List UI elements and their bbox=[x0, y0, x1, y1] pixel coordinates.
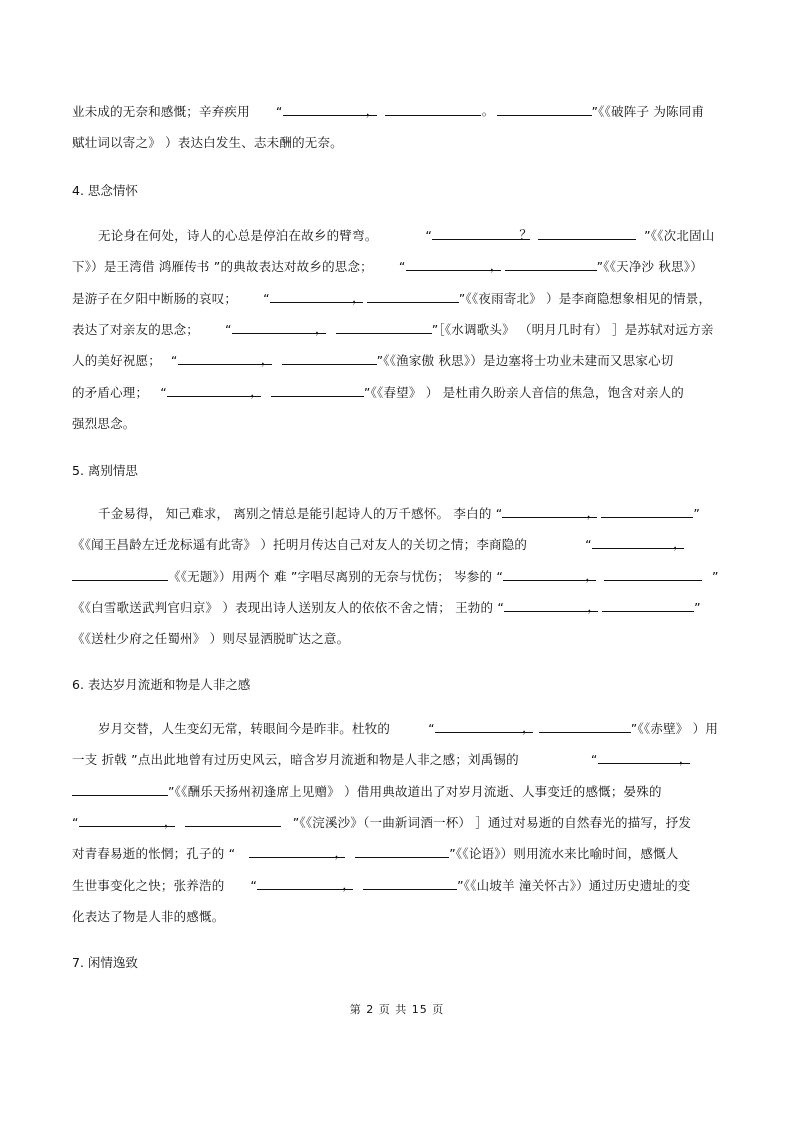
s4-line-7: 强烈思念。 bbox=[72, 416, 136, 431]
text: ”《《渔家傲 秋思》）是边塞将士功业未建而又思家心切 bbox=[376, 353, 674, 368]
s6-line-4 bbox=[72, 814, 691, 832]
fill-blank[interactable] bbox=[72, 783, 168, 796]
text: ”《《赤壁》 ）用 bbox=[630, 721, 719, 736]
blank-mark: ， bbox=[365, 103, 379, 118]
section-7-title: 7. 闲情逸致 bbox=[72, 955, 138, 970]
text: 对青春易逝的怅惘；孔子的 “ bbox=[72, 846, 236, 861]
text: ”《《酬乐天扬州初逢席上见赠》 ）借用典故道出了对岁月流逝、人事变迁的感慨；晏殊的 bbox=[168, 784, 662, 799]
fill-blank[interactable] bbox=[185, 814, 281, 827]
text: 岁月交替，人生变幻无常，转眼间今是昨非。杜牧的 bbox=[98, 721, 391, 736]
s6-line-5 bbox=[72, 845, 678, 863]
quote-open: “ bbox=[275, 104, 283, 119]
text: 表达了对亲友的思念； bbox=[72, 322, 200, 337]
fill-blank[interactable] bbox=[167, 384, 261, 397]
text: 人的美好祝愿； bbox=[72, 353, 161, 368]
text: ” bbox=[712, 569, 719, 584]
text: 生世事变化之快；张养浩的 bbox=[72, 878, 225, 893]
fill-blank[interactable] bbox=[178, 352, 272, 365]
text: 无论身在何处，诗人的心总是停泊在故乡的臂弯。 bbox=[98, 228, 378, 243]
fill-blank[interactable] bbox=[406, 258, 501, 271]
intro-line-2: 赋壮词以寄之》 ）表达白发生、志未酬的无奈。 bbox=[72, 135, 343, 150]
text: ”《《浣溪沙》（一曲新词酒一杯） ］通过对易逝的自然春光的描写，抒发 bbox=[292, 815, 692, 830]
fill-blank[interactable] bbox=[283, 103, 377, 116]
fill-blank[interactable] bbox=[538, 227, 636, 240]
text: 一支 折戟 ”点出此地曾有过历史风云，暗含岁月流逝和物是人非之感；刘禹锡的 bbox=[72, 752, 519, 767]
quote-open: “ bbox=[398, 259, 406, 274]
fill-blank[interactable] bbox=[355, 845, 449, 858]
fill-blank[interactable] bbox=[363, 877, 457, 890]
intro-line-1 bbox=[72, 103, 704, 121]
blank-mark: ， bbox=[315, 321, 328, 336]
blank-mark: ， bbox=[489, 258, 503, 273]
fill-blank[interactable] bbox=[604, 568, 702, 581]
fill-blank[interactable] bbox=[257, 877, 356, 892]
quote-open: “ bbox=[72, 815, 79, 830]
fill-blank[interactable] bbox=[249, 845, 348, 860]
quote-open: “ bbox=[590, 752, 598, 767]
blank-mark: ， bbox=[586, 505, 600, 520]
fill-blank[interactable] bbox=[601, 505, 693, 518]
s4-line-1 bbox=[98, 227, 714, 245]
quote-open: “ bbox=[425, 228, 433, 243]
text: ” bbox=[694, 600, 701, 615]
quote-open: “ bbox=[428, 721, 435, 736]
text: ”《《破阵子 为陈同甫 bbox=[591, 104, 705, 119]
blank-mark: 。 bbox=[481, 103, 495, 118]
s4-line-5 bbox=[72, 352, 674, 370]
fill-blank[interactable] bbox=[497, 103, 592, 116]
fill-blank[interactable] bbox=[592, 536, 684, 549]
s6-line-1 bbox=[98, 720, 718, 738]
blank-mark: ， bbox=[163, 814, 177, 829]
blank-mark: ， bbox=[250, 384, 263, 399]
s5-line-4 bbox=[72, 599, 701, 617]
fill-blank[interactable] bbox=[505, 258, 597, 271]
s4-line-2 bbox=[72, 258, 703, 276]
fill-blank[interactable] bbox=[385, 103, 495, 118]
s6-line-7: 化表达了物是人非的感慨。 bbox=[72, 909, 225, 924]
s6-line-3 bbox=[72, 783, 662, 801]
text: ”《《次北固山 bbox=[644, 228, 715, 243]
blank-mark: ， bbox=[260, 352, 274, 367]
fill-blank[interactable] bbox=[539, 720, 631, 733]
blank-mark: ， bbox=[587, 599, 601, 614]
s4-line-3 bbox=[72, 290, 711, 308]
fill-blank[interactable] bbox=[367, 290, 459, 303]
quote-open: “ bbox=[585, 537, 592, 552]
fill-blank[interactable] bbox=[271, 384, 364, 397]
text: ” bbox=[693, 506, 701, 521]
text: ”《《夜雨寄北》 ）是李商隐想象相见的情景， bbox=[458, 291, 712, 306]
text: 业未成的无奈和感慨；辛弃疾用 bbox=[72, 104, 250, 119]
text: ”《《春望》 ） 是杜甫久盼亲人音信的焦急，饱含对亲人的 bbox=[363, 385, 684, 400]
text: 千金易得， 知己难求， 离别之情总是能引起诗人的万千感怀。 李白的 “ bbox=[98, 506, 503, 521]
s6-line-2 bbox=[72, 751, 690, 769]
blank-mark: ， bbox=[673, 536, 686, 551]
blank-mark: ， bbox=[352, 290, 365, 305]
text: 下》）是王湾借 鸿雁传书 ”的典故表达对故乡的思念； bbox=[72, 259, 373, 274]
fill-blank[interactable] bbox=[79, 814, 175, 827]
text: 《《无题》）用两个 难 ”字唱尽离别的无奈与忧伤； 岑参的 “ bbox=[168, 569, 504, 584]
blank-mark: ， bbox=[585, 568, 599, 583]
s5-line-5: 《《送杜少府之任蜀州》 ）则尽显洒脱旷达之意。 bbox=[72, 631, 350, 646]
blank-mark: ， bbox=[522, 720, 535, 735]
page-footer: 第 2 页 共 15 页 bbox=[349, 1003, 445, 1016]
quote-open: “ bbox=[263, 291, 270, 306]
fill-blank[interactable] bbox=[270, 290, 363, 303]
fill-blank[interactable] bbox=[336, 321, 432, 334]
fill-blank[interactable] bbox=[598, 751, 690, 764]
fill-blank[interactable] bbox=[435, 720, 533, 733]
quote-open: “ bbox=[160, 385, 167, 400]
text: 的矛盾心理； bbox=[72, 385, 149, 400]
quote-open: “ bbox=[170, 353, 178, 368]
blank-mark: ？ bbox=[519, 227, 533, 242]
blank-mark: ， bbox=[678, 751, 692, 766]
text: ”《《天净沙 秋思》） bbox=[596, 259, 703, 274]
text: 《《白雪歌送武判官归京》 ）表现出诗人送别友人的依依不舍之情； 王勃的 “ bbox=[72, 600, 505, 615]
s5-line-3 bbox=[72, 568, 719, 586]
text: ”《《山坡羊 潼关怀古》）通过历史遗址的变 bbox=[457, 878, 691, 893]
s4-line-6 bbox=[72, 384, 684, 402]
fill-blank[interactable] bbox=[432, 227, 533, 242]
fill-blank[interactable] bbox=[503, 568, 599, 583]
section-6-title: 6. 表达岁月流逝和物是人非之感 bbox=[72, 677, 251, 692]
text: 《《闻王昌龄左迁龙标遥有此寄》 ）托明月传达自己对友人的关切之情；李商隐的 bbox=[72, 537, 528, 552]
section-5-title: 5. 离别情思 bbox=[72, 463, 138, 478]
fill-blank[interactable] bbox=[502, 505, 600, 520]
quote-open: “ bbox=[225, 322, 232, 337]
fill-blank[interactable] bbox=[282, 352, 377, 365]
s6-line-6 bbox=[72, 877, 691, 895]
text: ”［《水调歌头》 （明月几时有） ］是苏轼对远方亲 bbox=[431, 322, 714, 337]
quote-open: “ bbox=[250, 878, 258, 893]
fill-blank[interactable] bbox=[602, 599, 694, 612]
s5-line-1 bbox=[98, 505, 700, 523]
fill-blank[interactable] bbox=[232, 321, 326, 334]
text: 是游子在夕阳中断肠的哀叹； bbox=[72, 291, 238, 306]
fill-blank[interactable] bbox=[504, 599, 601, 614]
text: ”《《论语》）则用流水来比喻时间，感慨人 bbox=[449, 846, 679, 861]
blank-mark: ， bbox=[342, 877, 356, 892]
s4-line-4 bbox=[72, 321, 714, 339]
s5-line-2 bbox=[72, 536, 684, 554]
blank-mark: ， bbox=[334, 845, 348, 860]
fill-blank[interactable] bbox=[72, 568, 168, 581]
section-4-title: 4. 思念情怀 bbox=[72, 183, 138, 198]
